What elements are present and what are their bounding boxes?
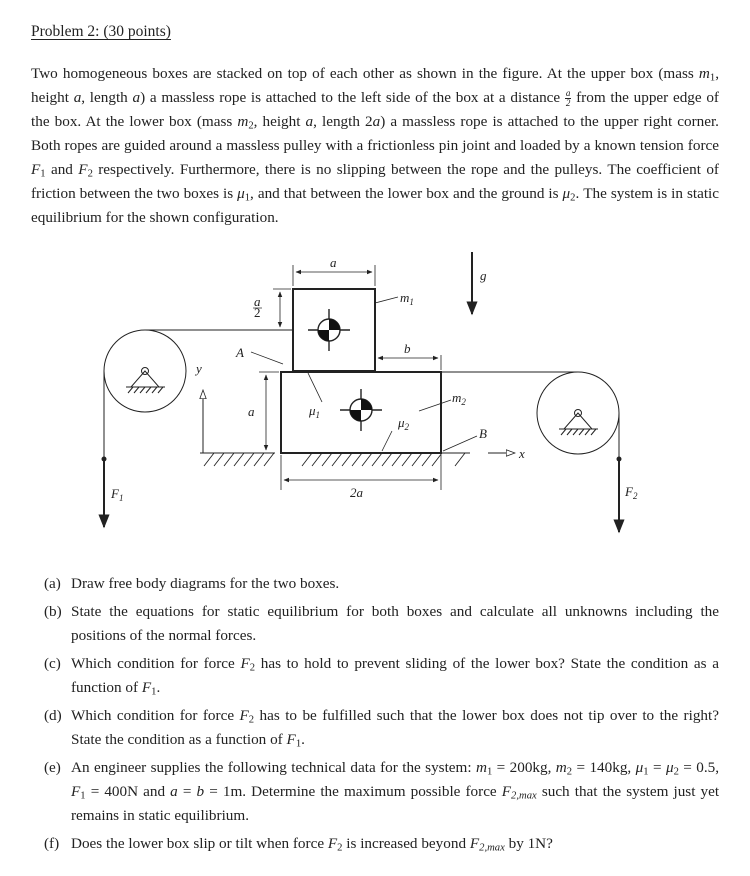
question-a: (a) Draw free body diagrams for the two boxes. (44, 575, 340, 592)
dimension-a-left-label: a (248, 404, 255, 419)
force-F1-label: $F_1$ (111, 486, 124, 503)
point-A-label: A (236, 345, 244, 360)
gravity-label: g (480, 268, 487, 283)
dimension-2a-label: 2a (350, 485, 363, 500)
question-c: (c) Which condition for force $F_2$ has to hold to prevent sliding of the lower box? State the condition as a function of $F_1$. (44, 655, 719, 698)
force-F2-label: $F_2$ (625, 484, 638, 501)
mass-m1-label: $m_1$ (400, 290, 414, 307)
a-over-2-fraction: $\frac{a}{2}$ (565, 88, 571, 109)
question-b: (b) State the equations for static equilibrium for both boxes and calculate all unknowns including the positions of the normal forces. (44, 603, 719, 644)
dimension-a-half-den: 2 (254, 305, 261, 320)
ground (200, 453, 470, 466)
question-e: (e) An engineer supplies the following technical data for the system: $m_1 = 200kg$, $m_2 = 140kg$, $\mu_1 = \mu_2 = 0.5$, $F_1 = 400N$ and a = b = 1m. Determine the maximum possible force $F_{2,max}$ such that the system just yet remains in static equilibrium. (44, 759, 720, 824)
dimension-b-label: b (404, 341, 411, 356)
question-d: (d) Which condition for force $F_2$ has to be fulfilled such that the lower box does not tip over to the right? State the condition as a function of $F_1$. (44, 707, 719, 750)
problem-description: Two homogeneous boxes are stacked on top of each other as shown in the figure. At the upper box (mass $m_1$, height a, length a) a massless rope is attached to the left side of the box at a distance $\frac{a}{2}$ from the upper edge of the box. At the lower box (mass $m_2$, height a, length 2a) a massless rope is attached to the upper right corner. Both ropes are guided around a massless pulley with a frictionless pin joint and loaded by a known tension force $F_1$ and $F_2$ respectively. Furthermore, there is no slipping between the rope and the pulleys. The coefficient of friction between the two boxes is $\mu_1$, and that between the lower box and the ground is $\mu_2$. The system is in static equilibrium for the shown configuration. (31, 65, 720, 226)
dimension-a-top-label: a (330, 255, 337, 270)
point-B-label: B (479, 426, 487, 441)
y-axis-label: y (196, 361, 202, 376)
mass-m2-label: $m_2$ (452, 390, 466, 407)
question-list (44, 572, 719, 860)
right-pulley (537, 372, 619, 454)
problem-title: Problem 2: (30 points) (31, 23, 171, 40)
friction-mu2-label: $\mu_2$ (398, 415, 410, 432)
mechanics-figure (0, 240, 750, 570)
dimension-a-half-num: a (254, 294, 261, 309)
question-f: (f) Does the lower box slip or tilt when force $F_2$ is increased beyond $F_{2,max}$ by 1N? (44, 835, 553, 854)
friction-mu1-label: $\mu_1$ (309, 403, 321, 420)
left-pulley (104, 330, 186, 412)
x-axis-label: x (519, 446, 525, 461)
